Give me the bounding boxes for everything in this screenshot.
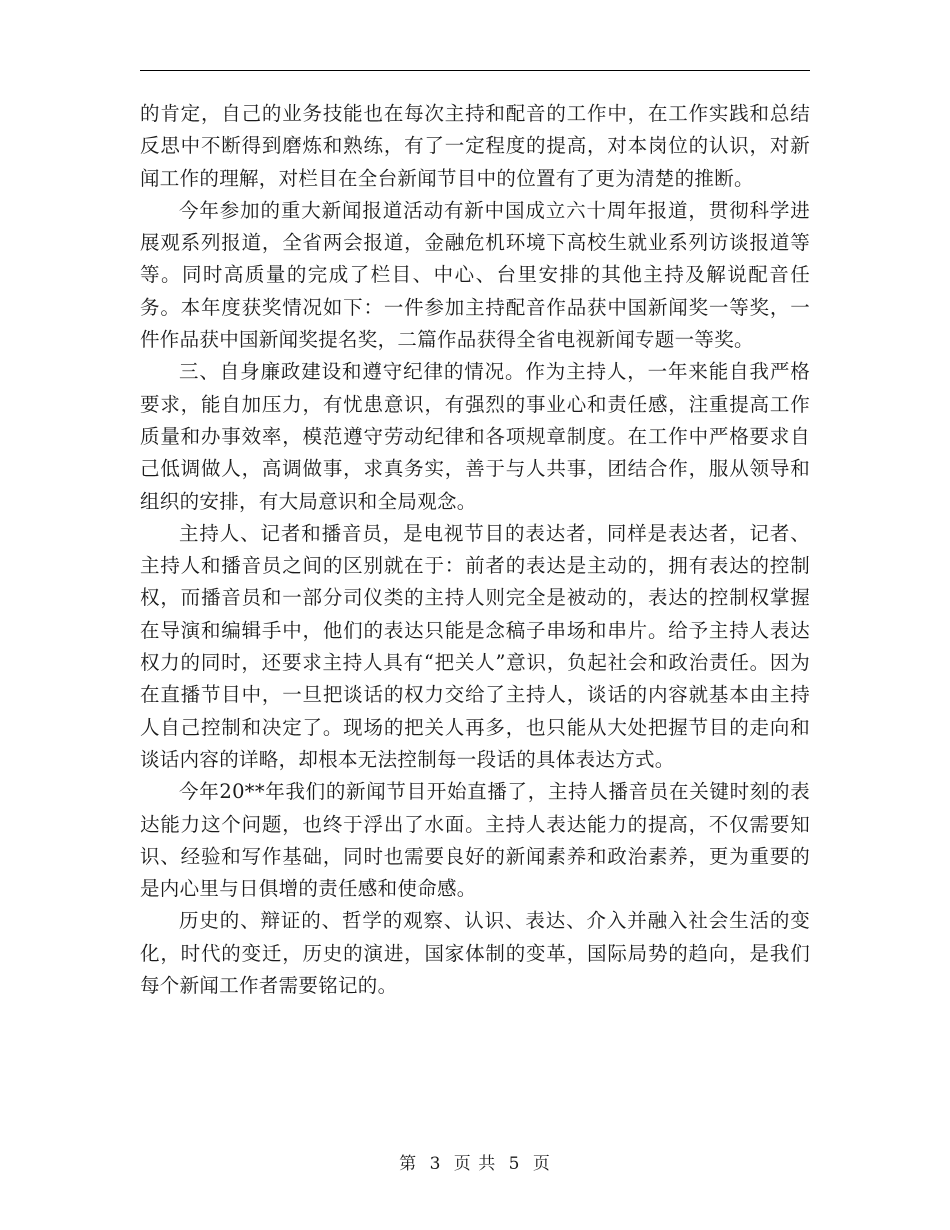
paragraph-5: 今年20**年我们的新闻节目开始直播了，主持人播音员在关键时刻的表达能力这个问题，也终于浮出了水面。主持人表达能力的提高，不仅需要知识、经验和写作基础，同时也需要良好的新闻素养和政治素养，更为重要的是内心里与日俱增的责任感和使命感。 — [140, 780, 810, 901]
footer-middle: 页 共 — [453, 1154, 497, 1174]
paragraph-2: 今年参加的重大新闻报道活动有新中国成立六十周年报道，贯彻科学进展观系列报道，全省两会报道，金融危机环境下高校生就业系列访谈报道等等。同时高质量的完成了栏目、中心、台里安排的其他主持及解说配音任务。本年度获奖情况如下：一件参加主持配音作品获中国新闻奖一等奖，一件作品获中国新闻奖提名奖，二篇作品获得全省电视新闻专题一等奖。 — [140, 198, 810, 352]
footer-prefix: 第 — [399, 1154, 418, 1174]
page-footer — [0, 1152, 950, 1176]
paragraph-1: 的肯定，自己的业务技能也在每次主持和配音的工作中，在工作实践和总结反思中不断得到磨炼和熟练，有了一定程度的提高，对本岗位的认识，对新闻工作的理解，对栏目在全台新闻节目中的位置有了更为清楚的推断。 — [140, 102, 810, 190]
paragraph-4: 主持人、记者和播音员，是电视节目的表达者，同样是表达者，记者、主持人和播音员之间的区别就在于：前者的表达是主动的，拥有表达的控制权，而播音员和一部分司仪类的主持人则完全是被动的，表达的控制权掌握在导演和编辑手中，他们的表达只能是念稿子串场和串片。给予主持人表达权力的同时，还要求主持人具有“把关人”意识，负起社会和政治责任。因为在直播节目中，一旦把谈话的权力交给了主持人，谈话的内容就基本由主持人自己控制和决定了。现场的把关人再多，也只能从大处把握节目的走向和谈话内容的详略，却根本无法控制每一段话的具体表达方式。 — [140, 521, 810, 771]
paragraph-3: 三、自身廉政建设和遵守纪律的情况。作为主持人，一年来能自我严格要求，能自加压力，有忧患意识，有强烈的事业心和责任感，注重提高工作质量和办事效率，模范遵守劳动纪律和各项规章制度。在工作中严格要求自己低调做人，高调做事，求真务实，善于与人共事，团结合作，服从领导和组织的安排，有大局意识和全局观念。 — [140, 360, 810, 513]
header-rule — [140, 70, 810, 71]
footer-suffix: 页 — [532, 1154, 551, 1174]
footer-total-pages: 5 — [508, 1154, 521, 1174]
paragraph-6: 历史的、辩证的、哲学的观察、认识、表达、介入并融入社会生活的变化，时代的变迁，历史的演进，国家体制的变革，国际局势的趋向，是我们每个新闻工作者需要铭记的。 — [140, 909, 810, 998]
document-body — [140, 98, 810, 1002]
footer-page-number: 3 — [429, 1154, 442, 1174]
